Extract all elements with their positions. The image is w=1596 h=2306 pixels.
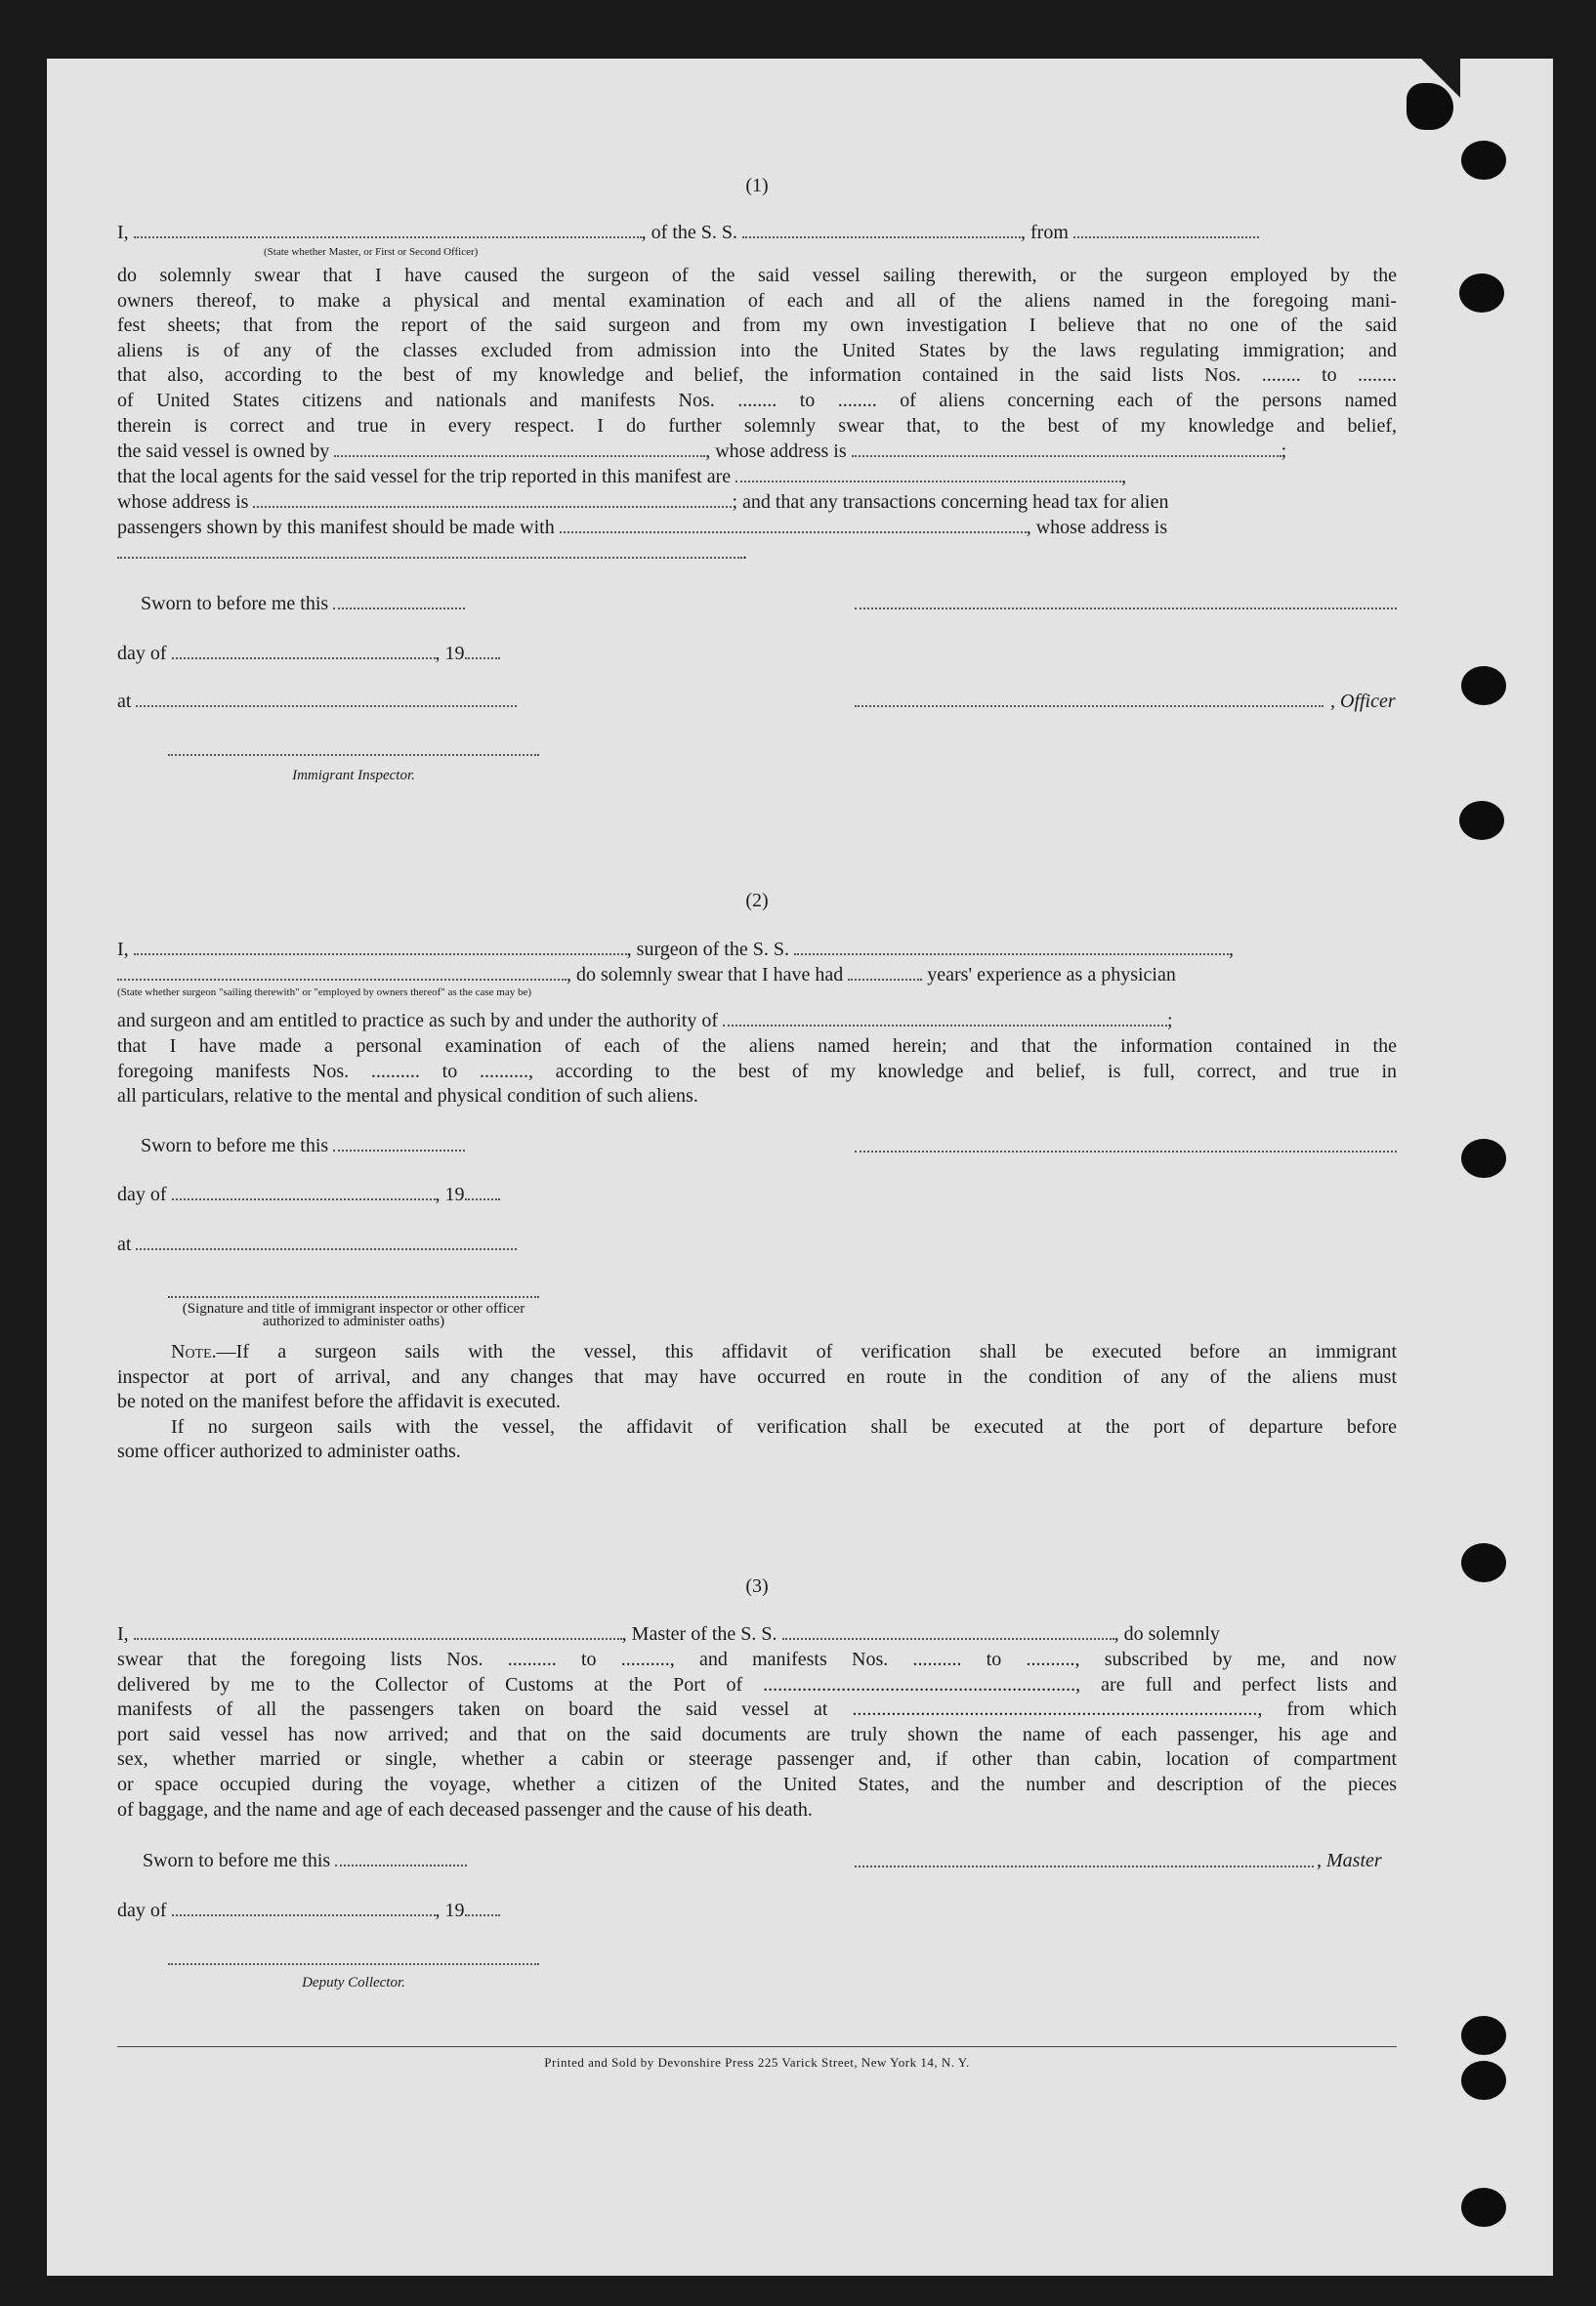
label-whose-address-2: , whose address is — [1026, 517, 1168, 538]
label-master-of: , Master of the S. S. — [621, 1623, 777, 1645]
address-continuation-line: . — [117, 541, 1397, 566]
label-of-ss: , of the S. S. — [641, 222, 738, 243]
section-1-line-1 — [117, 221, 1397, 246]
label-solemnly: , do solemnly swear that I have had — [567, 964, 844, 985]
punch-hole — [1461, 141, 1506, 180]
label-i: I, — [117, 1623, 129, 1645]
section-2-number: (2) — [745, 890, 769, 911]
label-day-of: day of — [117, 643, 167, 664]
at-line-2 — [117, 1233, 1397, 1258]
owner-field[interactable] — [334, 440, 705, 457]
para-line: owners thereof, to make a physical and mental examination of each and all of the aliens named in the foregoing mani- — [117, 289, 1397, 312]
para-line: swear that the foregoing lists Nos. .......... to .........., and manifests Nos. .......... to .........., subscribed by me, and now — [117, 1649, 1397, 1670]
para-line: do solemnly swear that I have caused the surgeon of the said vessel sailing therewith, or the surgeon employed by the — [117, 265, 1397, 286]
label-years: years' experience as a physician — [927, 964, 1176, 985]
year-field[interactable] — [465, 1899, 500, 1916]
agents-address-field[interactable] — [253, 490, 732, 508]
para-line: therein is correct and true in every respect. I do further solemnly swear that, to the best of my knowledge and belief, — [117, 414, 1397, 437]
punch-hole — [1459, 801, 1504, 840]
deputy-caption: Deputy Collector. — [302, 1975, 405, 1991]
authority-line: and surgeon and am entitled to practice as such by and under the authority of ; — [117, 1010, 1173, 1031]
sworn-date-field[interactable] — [335, 1849, 467, 1866]
punch-hole — [1461, 1543, 1506, 1582]
surgeon-name-field[interactable] — [134, 938, 627, 955]
note-line: inspector at port of arrival, and any changes that may have occurred en route in the condition of any of the aliens must — [117, 1365, 1397, 1388]
para-line: fest sheets; that from the report of the said surgeon and from my own investigation I believe that no one of the said — [117, 314, 1397, 337]
note-line: some officer authorized to administer oaths. — [117, 1441, 461, 1463]
ink-blot — [1407, 83, 1453, 130]
surgeon-signature-line[interactable] — [855, 1149, 1397, 1153]
surgeon-vessel-field[interactable] — [794, 938, 1229, 955]
note-label: Note. — [171, 1341, 217, 1363]
para-line: foregoing manifests Nos. .......... to .........., according to the best of my knowledge and belief, is full, correct, and true in — [117, 1060, 1397, 1082]
at-place-field[interactable] — [136, 690, 517, 707]
master-vessel-field[interactable] — [782, 1622, 1114, 1640]
note-paragraph — [117, 1340, 1397, 1465]
label-whose-address: whose address is — [117, 491, 249, 513]
note-text: —If a surgeon sails with the vessel, this affidavit of verification shall be executed before an immigrant — [216, 1341, 1397, 1363]
local-agents-field[interactable] — [735, 465, 1121, 482]
label-day-of: day of — [117, 1184, 167, 1205]
para-line: that also, according to the best of my knowledge and belief, the information contained in the said lists Nos. ........ to ........ — [117, 364, 1397, 387]
label-i: I, — [117, 939, 129, 960]
surgeon-type-field[interactable] — [117, 963, 567, 981]
authority-field[interactable] — [723, 1009, 1167, 1027]
para-line: of United States citizens and nationals and manifests Nos. ........ to ........ of aliens concerning each of the persons named — [117, 389, 1397, 411]
section-2-paragraph — [117, 1034, 1397, 1110]
label-sworn: Sworn to before me this — [141, 593, 329, 614]
punch-hole — [1461, 2061, 1506, 2100]
para-line: aliens is of any of the classes excluded from admission into the United States by the laws regulating immigration; and — [117, 339, 1397, 361]
agents-address-line — [117, 490, 1397, 516]
para-line: port said vessel has now arrived; and that on the said documents are truly shown the name of each passenger, his age and — [117, 1723, 1397, 1745]
punch-hole — [1461, 2016, 1506, 2055]
punch-hole — [1459, 273, 1504, 313]
punch-hole — [1461, 666, 1506, 705]
day-of-line-3 — [117, 1899, 1397, 1924]
master-name-field[interactable] — [134, 1622, 622, 1640]
para-line: of baggage, and the name and age of each deceased passenger and the cause of his death. — [117, 1798, 813, 1821]
label-sworn: Sworn to before me this — [143, 1850, 331, 1871]
at-line-1 — [117, 690, 1397, 715]
local-agents-line: that the local agents for the said vessel for the trip reported in this manifest are , — [117, 466, 1127, 487]
section-3-line-1 — [117, 1622, 1397, 1648]
contact-address-field[interactable] — [117, 541, 742, 559]
day-of-line-2 — [117, 1183, 1397, 1208]
label-19: , 19 — [435, 1184, 465, 1205]
punch-hole — [1461, 2188, 1506, 2227]
note-line — [117, 1340, 1397, 1365]
head-tax-contact-field[interactable] — [560, 516, 1027, 533]
inspector-signature-line[interactable] — [168, 752, 539, 756]
sworn-line-3 — [143, 1849, 1422, 1874]
para-line: all particulars, relative to the mental and physical condition of such aliens. — [117, 1085, 698, 1108]
oath-officer-caption: (Signature and title of immigrant inspector or other officer authorized to administer oaths) — [182, 1301, 525, 1329]
sworn-date-field[interactable] — [333, 1134, 465, 1152]
label-i: I, — [117, 222, 129, 243]
day-of-line-1 — [117, 642, 1397, 667]
para-line: sex, whether married or single, whether a cabin or steerage passenger and, if other than cabin, location of compartment — [117, 1748, 1397, 1771]
sworn-line-2 — [141, 1134, 1420, 1159]
label-19: , 19 — [435, 643, 465, 664]
section-2-line-2 — [117, 963, 1397, 988]
label-day-of: day of — [117, 1900, 167, 1921]
para-line: delivered by me to the Collector of Customs at the Port of ................................................................, are full and perfect lists and — [117, 1673, 1397, 1696]
section-1-number: (1) — [745, 175, 769, 196]
officer-title-line[interactable] — [855, 703, 1323, 707]
label-do-solemnly: , do solemnly — [1113, 1623, 1220, 1645]
officer-sublabel: (State whether Master, or First or Second Officer) — [264, 246, 479, 258]
para-line: or space occupied during the voyage, whether a citizen of the United States, and the number and description of the pieces — [117, 1773, 1397, 1795]
inspector-caption: Immigrant Inspector. — [292, 768, 415, 783]
day-of-field[interactable] — [172, 1899, 436, 1916]
label-surgeon-of: , surgeon of the S. S. — [626, 939, 789, 960]
label-19: , 19 — [435, 1900, 465, 1921]
para-line: that I have made a personal examination of each of the aliens named herein; and that the information contained in the — [117, 1035, 1397, 1057]
officer-signature-line[interactable] — [855, 606, 1397, 609]
master-signature-line[interactable] — [855, 1864, 1314, 1867]
passengers-line — [117, 516, 1397, 541]
deputy-signature-line[interactable] — [168, 1961, 539, 1965]
note-line: be noted on the manifest before the affidavit is executed. — [117, 1391, 561, 1413]
label-authority: and surgeon and am entitled to practice as such by and under the authority of — [117, 1010, 718, 1031]
label-whose-address: , whose address is — [705, 440, 847, 462]
day-of-field[interactable] — [172, 642, 436, 659]
label-at: at — [117, 691, 132, 712]
printer-footer: Printed and Sold by Devonshire Press 225 Varick Street, New York 14, N. Y. — [544, 2055, 970, 2070]
vessel-name-field[interactable] — [742, 221, 1021, 238]
section-3-paragraph — [117, 1648, 1397, 1823]
label-head-tax: ; and that any transactions concerning head tax for alien — [732, 491, 1169, 513]
punch-hole — [1461, 1139, 1506, 1178]
label-sworn: Sworn to before me this — [141, 1135, 329, 1156]
footer-rule — [117, 2046, 1397, 2047]
sworn-date-field[interactable] — [333, 592, 465, 609]
section-1-paragraph — [117, 264, 1397, 439]
section-3-number: (3) — [745, 1575, 769, 1597]
label-at: at — [117, 1234, 132, 1255]
owned-by-line: the said vessel is owned by , whose address is ; — [117, 440, 1287, 462]
sworn-line-1 — [141, 592, 1420, 617]
owner-address-field[interactable] — [852, 440, 1281, 457]
label-owned-by: the said vessel is owned by — [117, 440, 330, 462]
at-place-field[interactable] — [136, 1233, 517, 1250]
years-field[interactable] — [848, 963, 922, 981]
label-officer: , Officer — [1330, 691, 1396, 712]
label-passengers: passengers shown by this manifest should be made with — [117, 517, 555, 538]
note-line: If no surgeon sails with the vessel, the affidavit of verification shall be executed at the port of departure before — [171, 1415, 1397, 1438]
day-of-field[interactable] — [172, 1183, 436, 1200]
label-local-agents: that the local agents for the said vessel for the trip reported in this manifest are — [117, 466, 732, 487]
from-port-field[interactable] — [1073, 221, 1259, 238]
label-from: , from — [1021, 222, 1069, 243]
officer-name-field[interactable] — [134, 221, 642, 238]
year-field[interactable] — [465, 1183, 500, 1200]
para-line: manifests of all the passengers taken on board the said vessel at ..................................................................................., from which — [117, 1698, 1397, 1721]
label-master: , Master — [1317, 1850, 1382, 1871]
year-field[interactable] — [465, 642, 500, 659]
surgeon-sublabel: (State whether surgeon "sailing therewith" or "employed by owners thereof" as the case may be) — [117, 986, 532, 998]
section-2-line-1: I, , surgeon of the S. S. , — [117, 939, 1234, 960]
oath-officer-signature-line[interactable] — [168, 1294, 539, 1298]
